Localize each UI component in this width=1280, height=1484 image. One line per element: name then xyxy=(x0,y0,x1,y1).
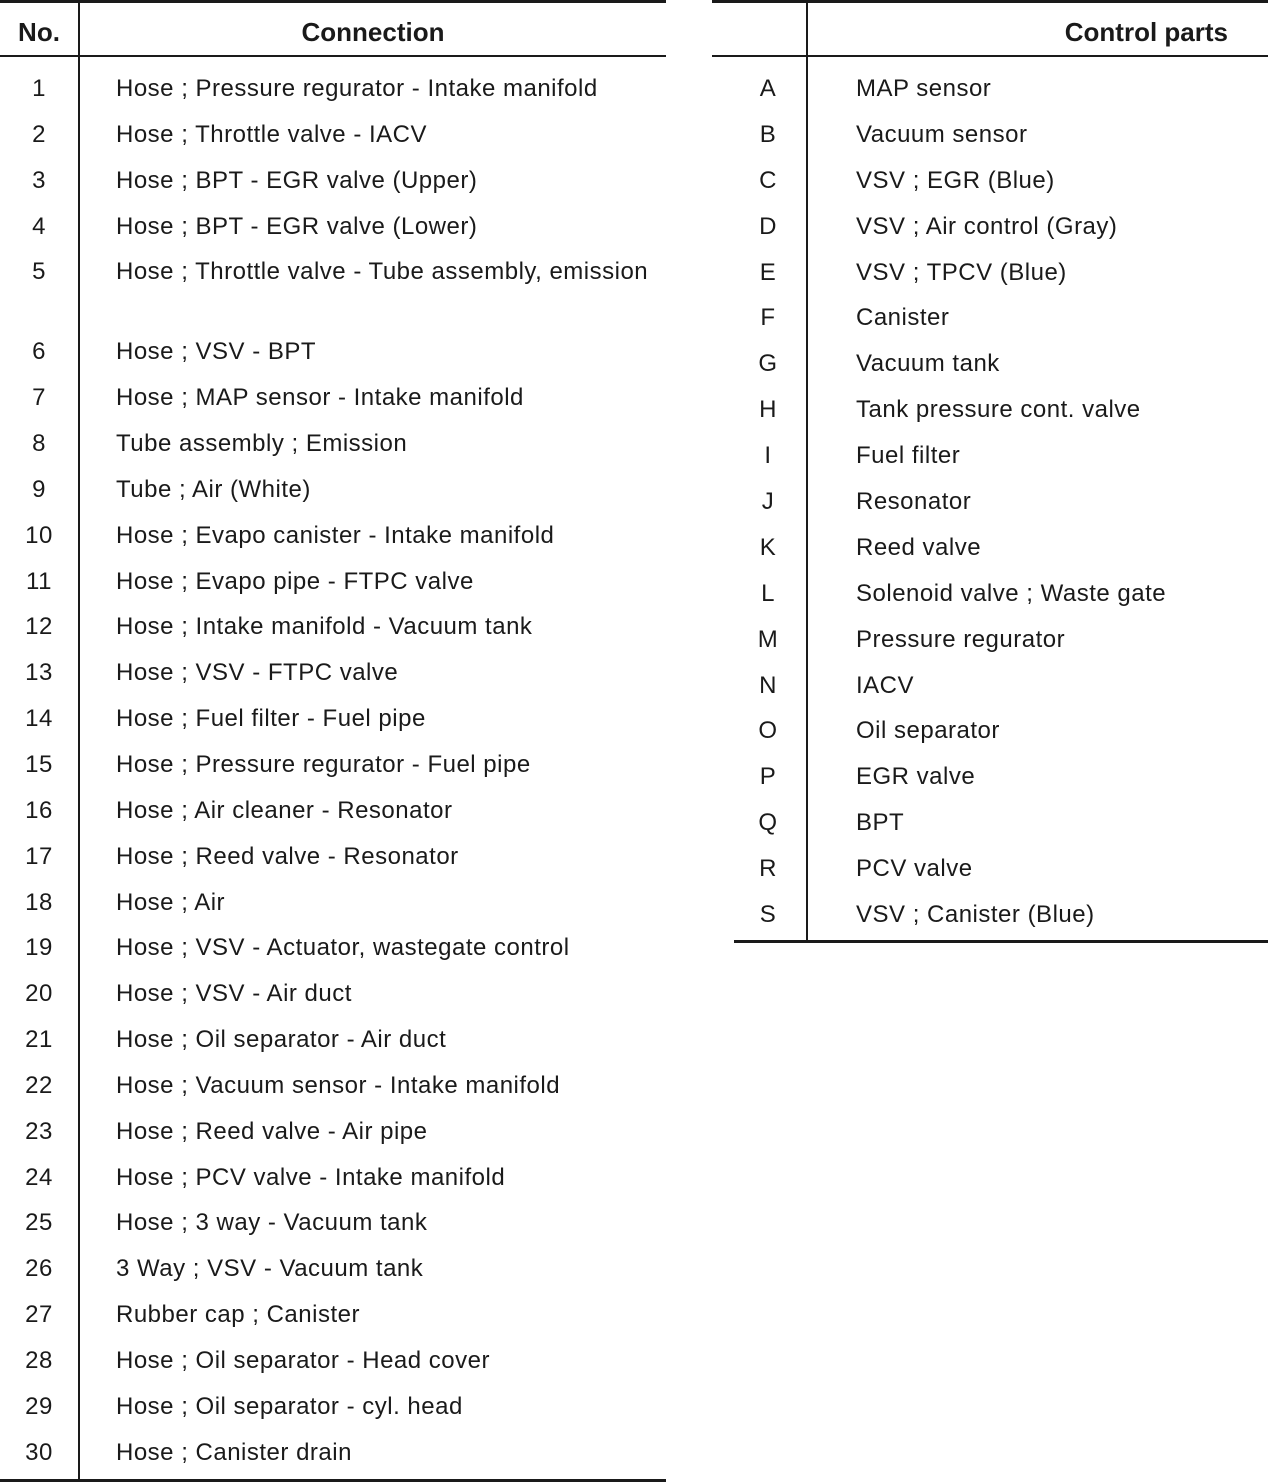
part-code: I xyxy=(764,442,772,470)
part-name: Fuel filter xyxy=(856,442,961,470)
table-row xyxy=(734,66,1268,112)
part-code: L xyxy=(761,579,775,607)
table-row xyxy=(0,971,666,1017)
part-code: H xyxy=(759,396,777,424)
table-row xyxy=(0,112,666,158)
row-connection: Hose ; Evapo pipe - FTPC valve xyxy=(116,567,474,595)
part-code: D xyxy=(759,212,777,240)
table-row xyxy=(0,329,666,375)
table-row xyxy=(0,1292,666,1338)
table-row xyxy=(734,800,1268,846)
table-row xyxy=(734,295,1268,341)
part-name: Tank pressure cont. valve xyxy=(856,396,1141,424)
table-bottom-rule xyxy=(0,1479,666,1482)
row-connection: Hose ; VSV - Air duct xyxy=(116,980,352,1008)
part-name: IACV xyxy=(856,671,915,699)
row-connection: Hose ; Fuel filter - Fuel pipe xyxy=(116,705,426,733)
row-number: 3 xyxy=(32,166,46,194)
part-name: Vacuum tank xyxy=(856,350,1000,378)
table-row xyxy=(0,513,666,559)
row-number: 12 xyxy=(25,613,53,641)
row-connection: Hose ; Air xyxy=(116,888,226,916)
row-number: 2 xyxy=(32,120,46,148)
row-number: 7 xyxy=(32,384,46,412)
row-number: 20 xyxy=(25,980,53,1008)
connection-column-header: Connection xyxy=(301,17,445,47)
row-number: 19 xyxy=(25,934,53,962)
part-code: N xyxy=(759,671,777,699)
table-row xyxy=(0,742,666,788)
table-row xyxy=(734,433,1268,479)
part-name: BPT xyxy=(856,809,905,837)
row-connection: Tube ; Air (White) xyxy=(116,475,311,503)
table-row xyxy=(0,1017,666,1063)
row-number: 11 xyxy=(26,567,52,595)
table-row xyxy=(734,479,1268,525)
part-name: Pressure regurator xyxy=(856,625,1066,653)
table-header-rule xyxy=(0,55,666,57)
table-row xyxy=(0,66,666,112)
part-code: S xyxy=(759,901,777,929)
table-row xyxy=(734,387,1268,433)
table-row xyxy=(0,559,666,605)
row-connection: Hose ; Pressure regurator - Fuel pipe xyxy=(116,750,531,778)
row-connection: Hose ; Reed valve - Resonator xyxy=(116,842,459,870)
part-name: VSV ; TPCV (Blue) xyxy=(856,258,1067,286)
row-connection: Hose ; Pressure regurator - Intake manifold xyxy=(116,75,598,102)
row-connection: Hose ; BPT - EGR valve (Upper) xyxy=(116,166,478,194)
part-name: VSV ; Air control (Gray) xyxy=(856,212,1118,240)
row-number: 22 xyxy=(25,1071,53,1099)
table-row xyxy=(0,696,666,742)
table-row xyxy=(0,1338,666,1384)
row-number: 27 xyxy=(25,1301,53,1329)
row-number: 26 xyxy=(25,1255,53,1283)
part-code: A xyxy=(759,75,777,102)
control-parts-rows xyxy=(734,66,1268,938)
row-connection: Hose ; Air cleaner - Resonator xyxy=(116,796,453,824)
part-name: VSV ; Canister (Blue) xyxy=(856,901,1095,929)
table-row xyxy=(0,650,666,696)
row-connection: Hose ; Oil separator - Head cover xyxy=(116,1346,490,1374)
row-number: 4 xyxy=(32,212,46,240)
row-number: 21 xyxy=(25,1026,53,1054)
table-row xyxy=(0,1063,666,1109)
table-row xyxy=(0,158,666,204)
table-row xyxy=(0,1200,666,1246)
row-connection: Hose ; PCV valve - Intake manifold xyxy=(116,1163,506,1191)
table-row xyxy=(734,892,1268,938)
table-row xyxy=(0,604,666,650)
table-row xyxy=(0,1246,666,1292)
table-row xyxy=(734,663,1268,709)
row-number: 8 xyxy=(32,430,46,458)
table-row xyxy=(0,204,666,250)
row-number: 23 xyxy=(25,1117,53,1145)
table-row xyxy=(734,204,1268,250)
row-connection: Hose ; Canister drain xyxy=(116,1438,352,1466)
part-code: G xyxy=(758,350,778,378)
table-row xyxy=(0,467,666,513)
part-name: Solenoid valve ; Waste gate xyxy=(856,579,1167,607)
row-number: 5 xyxy=(32,258,46,286)
part-code: O xyxy=(758,717,778,745)
row-connection: Hose ; Oil separator - cyl. head xyxy=(116,1392,463,1420)
no-column-header: No. xyxy=(18,17,60,47)
part-name: VSV ; EGR (Blue) xyxy=(856,166,1055,194)
row-connection: Hose ; 3 way - Vacuum tank xyxy=(116,1209,428,1237)
row-connection: Hose ; VSV - FTPC valve xyxy=(116,659,399,687)
row-number: 1 xyxy=(32,75,46,102)
part-code: K xyxy=(759,533,777,561)
row-connection: Hose ; MAP sensor - Intake manifold xyxy=(116,384,524,412)
part-code: E xyxy=(759,258,777,286)
table-row xyxy=(734,525,1268,571)
row-connection: Rubber cap ; Canister xyxy=(116,1301,360,1329)
row-connection: 3 Way ; VSV - Vacuum tank xyxy=(116,1255,424,1283)
table-row xyxy=(0,880,666,926)
table-row xyxy=(0,834,666,880)
part-name: PCV valve xyxy=(856,855,973,883)
row-connection: Hose ; Intake manifold - Vacuum tank xyxy=(116,613,533,641)
table-row xyxy=(734,617,1268,663)
table-header-rule xyxy=(712,55,1268,57)
part-code: C xyxy=(759,166,777,194)
table-row xyxy=(734,112,1268,158)
part-name: Oil separator xyxy=(856,717,1000,745)
table-row xyxy=(0,1155,666,1201)
table-row xyxy=(734,341,1268,387)
part-code: B xyxy=(759,120,777,148)
row-number: 14 xyxy=(25,705,53,733)
part-code: R xyxy=(759,855,777,883)
table-row xyxy=(0,375,666,421)
table-row xyxy=(734,708,1268,754)
row-number: 16 xyxy=(25,796,53,824)
control-parts-column-header: Control parts xyxy=(1064,17,1228,47)
control-parts-table xyxy=(734,0,1268,943)
row-connection: Hose ; Vacuum sensor - Intake manifold xyxy=(116,1071,561,1099)
row-number: 29 xyxy=(25,1392,53,1420)
part-code: M xyxy=(757,625,779,653)
row-number: 10 xyxy=(25,521,53,549)
row-connection: Hose ; VSV - Actuator, wastegate control xyxy=(116,934,570,962)
row-number: 30 xyxy=(25,1438,53,1466)
connection-rows xyxy=(0,66,666,1475)
part-name: EGR valve xyxy=(856,763,976,791)
row-connection: Hose ; BPT - EGR valve (Lower) xyxy=(116,212,478,240)
row-number: 15 xyxy=(25,750,53,778)
part-name: Vacuum sensor xyxy=(856,120,1028,148)
part-code: J xyxy=(761,488,775,516)
table-row xyxy=(0,421,666,467)
part-name: Resonator xyxy=(856,488,972,516)
row-number: 18 xyxy=(25,888,53,916)
row-connection: Hose ; Throttle valve - IACV xyxy=(116,120,427,148)
row-connection: Hose ; Throttle valve - Tube assembly, emission xyxy=(116,258,649,286)
table-row xyxy=(0,249,666,329)
row-number: 28 xyxy=(25,1346,53,1374)
row-connection: Hose ; VSV - BPT xyxy=(116,338,317,366)
row-connection: Hose ; Evapo canister - Intake manifold xyxy=(116,521,555,549)
table-row xyxy=(734,158,1268,204)
table-top-rule xyxy=(712,0,1268,3)
table-row xyxy=(734,754,1268,800)
table-row xyxy=(734,250,1268,296)
part-name: MAP sensor xyxy=(856,75,992,102)
table-top-rule xyxy=(0,0,666,3)
part-code: Q xyxy=(758,809,778,837)
part-name: Canister xyxy=(856,304,950,332)
part-code: P xyxy=(759,763,777,791)
table-row xyxy=(0,1430,666,1476)
row-number: 25 xyxy=(25,1209,53,1237)
table-bottom-rule xyxy=(734,940,1268,943)
table-row xyxy=(734,571,1268,617)
row-number: 6 xyxy=(32,338,46,366)
row-number: 9 xyxy=(32,475,46,503)
row-connection: Hose ; Reed valve - Air pipe xyxy=(116,1117,428,1145)
table-row xyxy=(0,788,666,834)
table-row xyxy=(0,1384,666,1430)
part-name: Reed valve xyxy=(856,533,982,561)
row-number: 24 xyxy=(25,1163,53,1191)
row-connection: Hose ; Oil separator - Air duct xyxy=(116,1026,447,1054)
row-number: 17 xyxy=(25,842,53,870)
table-row xyxy=(734,846,1268,892)
row-number: 13 xyxy=(25,659,53,687)
table-row xyxy=(0,925,666,971)
part-code: F xyxy=(760,304,776,332)
row-connection: Tube assembly ; Emission xyxy=(116,430,408,458)
table-row xyxy=(0,1109,666,1155)
